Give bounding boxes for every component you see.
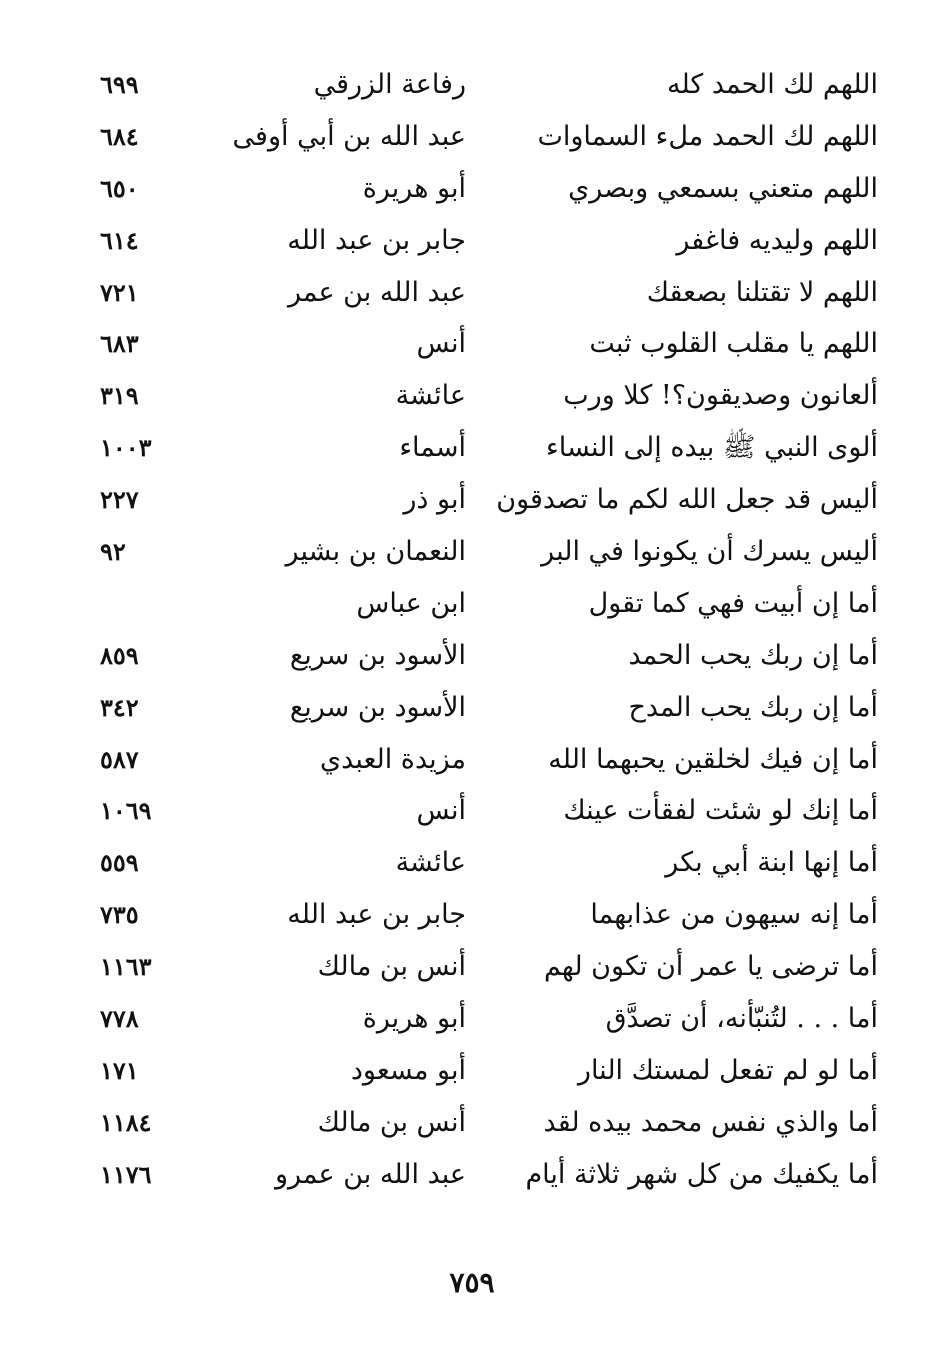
hadith-phrase: أما والذي نفس محمد بيده لقد — [543, 1106, 878, 1138]
hadith-phrase: أليس يسرك أن يكونوا في البر — [541, 536, 878, 568]
narrator-name: الأسود بن سريع — [289, 639, 466, 671]
narrator-name: أنس بن مالك — [317, 951, 466, 983]
hadith-phrase: اللهم لك الحمد كله — [666, 69, 878, 100]
narrator-name: ابن عباس — [356, 587, 466, 619]
table-row — [0, 525, 944, 577]
narrator-name: رفاعة الزرقي — [313, 69, 466, 100]
page-reference: ١١٨٤ — [100, 1107, 152, 1137]
hadith-phrase: اللهم وليديه فاغفر — [676, 224, 878, 256]
page-number: ٧٥٩ — [449, 1266, 495, 1299]
page-reference: ٦٥٠ — [100, 173, 139, 203]
table-row — [0, 1148, 944, 1200]
narrator-name: أبو هريرة — [362, 1003, 466, 1035]
hadith-phrase: أما . . . لتُنبّأنه، أن تصدَّق — [605, 1003, 878, 1035]
page-reference: ١٠٦٩ — [100, 796, 152, 826]
page-reference: ١١٦٣ — [100, 952, 152, 982]
table-row — [0, 784, 944, 836]
table-row — [0, 214, 944, 266]
table-row — [0, 266, 944, 318]
narrator-name: أنس بن مالك — [317, 1106, 466, 1138]
table-row — [0, 162, 944, 214]
narrator-name: النعمان بن بشير — [285, 536, 466, 568]
hadith-phrase: ألعانون وصديقون؟! كلا ورب — [563, 380, 878, 412]
page-reference: ٩٢ — [100, 537, 126, 567]
page-reference: ٦٨٤ — [100, 121, 139, 151]
hadith-phrase: أما إن ربك يحب الحمد — [628, 639, 878, 671]
table-row — [0, 629, 944, 681]
page-reference: ٥٥٩ — [100, 848, 139, 878]
hadith-phrase: أما إنك لو شئت لفقأت عينك — [563, 795, 878, 827]
table-row — [0, 681, 944, 733]
table-row — [0, 110, 944, 162]
page-reference: ١٠٠٣ — [100, 433, 152, 463]
page-reference: ٧٧٨ — [100, 1004, 139, 1034]
page-reference: ٣٤٢ — [100, 692, 139, 722]
page-reference: ١١٧٦ — [100, 1159, 152, 1189]
table-row — [0, 888, 944, 940]
hadith-phrase: ألوى النبي ﷺ بيده إلى النساء — [546, 432, 878, 464]
table-row — [0, 992, 944, 1044]
table-row — [0, 1096, 944, 1148]
table-row — [0, 577, 944, 629]
hadith-phrase: اللهم متعني بسمعي وبصري — [568, 172, 878, 204]
table-row — [0, 1044, 944, 1096]
table-row — [0, 836, 944, 888]
narrator-name: جابر بن عبد الله — [287, 899, 466, 931]
hadith-phrase: أما إن ربك يحب المدح — [628, 691, 878, 723]
hadith-phrase: أما إنه سيهون من عذابهما — [590, 899, 878, 931]
narrator-name: أنس — [416, 328, 466, 360]
hadith-phrase: اللهم لا تقتلنا بصعقك — [646, 276, 878, 308]
narrator-name: عبد الله بن عمر — [287, 276, 466, 308]
narrator-name: الأسود بن سريع — [289, 691, 466, 723]
page-reference: ٣١٩ — [100, 381, 139, 411]
narrator-name: أسماء — [399, 432, 466, 464]
table-row — [0, 58, 944, 110]
hadith-phrase: اللهم يا مقلب القلوب ثبت — [589, 328, 878, 360]
page-reference: ٥٨٧ — [100, 744, 139, 774]
page-reference: ٧٢١ — [100, 277, 139, 307]
hadith-phrase: أليس قد جعل الله لكم ما تصدقون — [496, 484, 878, 516]
table-row — [0, 733, 944, 785]
page-reference: ٢٢٧ — [100, 485, 139, 515]
hadith-phrase: أما يكفيك من كل شهر ثلاثة أيام — [525, 1158, 878, 1190]
hadith-phrase: أما لو لم تفعل لمستك النار — [577, 1054, 878, 1086]
narrator-name: عائشة — [395, 380, 466, 412]
narrator-name: جابر بن عبد الله — [287, 224, 466, 256]
hadith-index-table — [0, 58, 944, 1200]
narrator-name: عبد الله بن عمرو — [274, 1158, 466, 1190]
page-reference: ١٧١ — [100, 1055, 139, 1085]
page-reference: ٨٥٩ — [100, 640, 139, 670]
page-reference: ٦٨٣ — [100, 329, 139, 359]
page-reference: ٦١٤ — [100, 225, 139, 255]
hadith-phrase: أما إن أبيت فهي كما تقول — [588, 587, 878, 619]
hadith-phrase: أما ترضى يا عمر أن تكون لهم — [543, 951, 878, 983]
narrator-name: أبو مسعود — [350, 1054, 466, 1086]
table-row — [0, 317, 944, 369]
narrator-name: عبد الله بن أبي أوفى — [232, 120, 466, 152]
hadith-phrase: أما إن فيك لخلقين يحبهما الله — [548, 743, 878, 775]
table-row — [0, 940, 944, 992]
table-row — [0, 473, 944, 525]
hadith-phrase: اللهم لك الحمد ملء السماوات — [537, 120, 878, 152]
narrator-name: عائشة — [395, 847, 466, 879]
narrator-name: أبو هريرة — [362, 172, 466, 204]
hadith-phrase: أما إنها ابنة أبي بكر — [665, 847, 878, 879]
page-reference: ٧٣٥ — [100, 900, 139, 930]
table-row — [0, 421, 944, 473]
narrator-name: أبو ذر — [403, 484, 466, 516]
narrator-name: أنس — [416, 795, 466, 827]
page-reference: ٦٩٩ — [100, 70, 139, 99]
narrator-name: مزيدة العبدي — [320, 743, 466, 775]
table-row — [0, 369, 944, 421]
